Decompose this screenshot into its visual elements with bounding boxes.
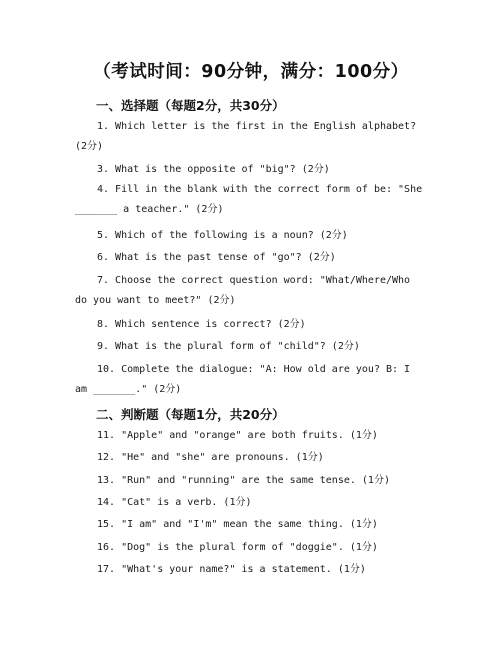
question-8: 8. Which sentence is correct? (2分) [97,319,306,330]
section-heading-true-false: 二、判断题（每题1分，共20分） [96,407,285,422]
question-11: 11. "Apple" and "orange" are both fruits. (1分) [97,430,378,441]
question-17: 17. "What's your name?" is a statement. (1分) [97,564,366,575]
question-3: 3. What is the opposite of "big"? (2分) [97,164,330,175]
question-13: 13. "Run" and "running" are the same tense. (1分) [97,475,390,486]
question-14: 14. "Cat" is a verb. (1分) [97,497,252,508]
question-7: 7. Choose the correct question word: "What/Where/Who do you want to meet?" (2分) [75,275,411,306]
question-4: 4. Fill in the blank with the correct form of be: "She _______ a teacher." (2分) [75,184,423,215]
question-12: 12. "He" and "she" are pronouns. (1分) [97,452,324,463]
question-16: 16. "Dog" is the plural form of "doggie". (1分) [97,542,378,553]
question-10: 10. Complete the dialogue: "A: How old are you? B: I am _______." (2分) [75,364,411,395]
page-title: （考试时间：90分钟，满分：100分） [93,62,409,82]
question-6: 6. What is the past tense of "go"? (2分) [97,252,336,263]
question-5: 5. Which of the following is a noun? (2分) [97,230,348,241]
question-15: 15. "I am" and "I'm" mean the same thing. (1分) [97,519,378,530]
section-heading-choice: 一、选择题（每题2分，共30分） [96,98,285,113]
question-9: 9. What is the plural form of "child"? (2分) [97,341,360,352]
question-1: 1. Which letter is the first in the English alphabet? (2分) [75,121,417,152]
